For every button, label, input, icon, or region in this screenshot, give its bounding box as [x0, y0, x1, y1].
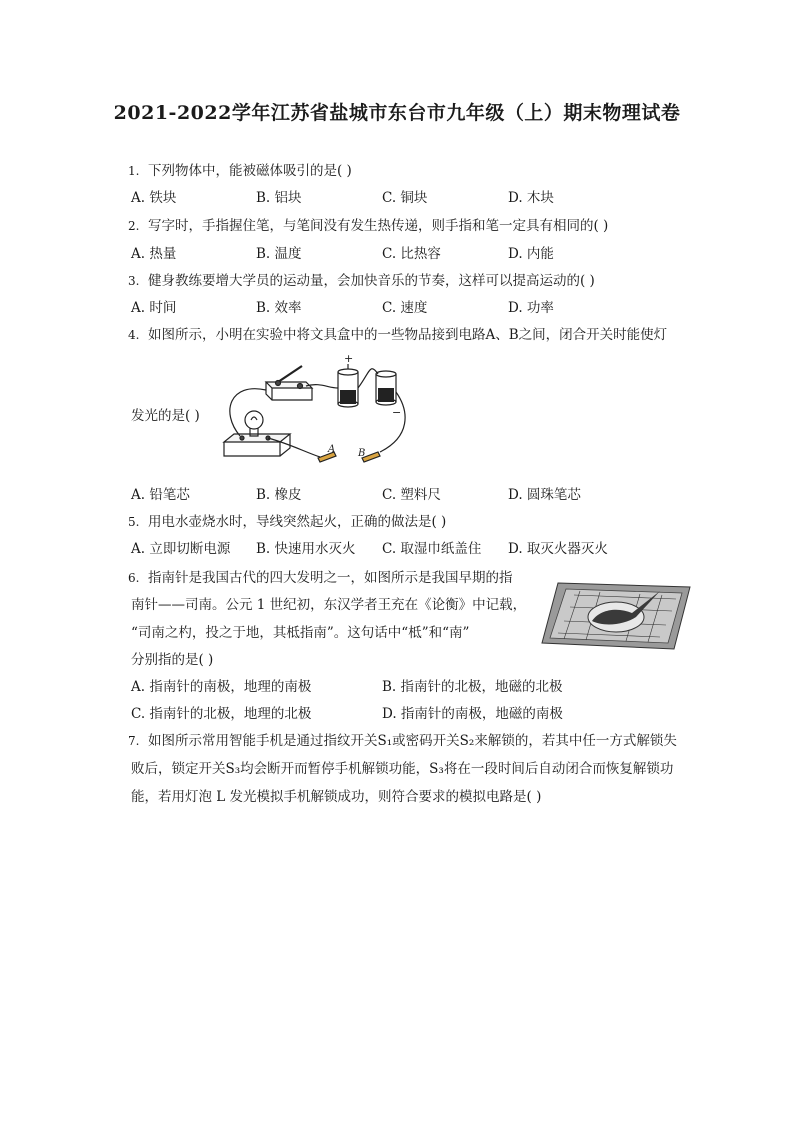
question-4-stem-continued: 发光的是( ): [131, 408, 200, 424]
circuit-figure: [210, 352, 420, 467]
question-2-stem: [128, 217, 608, 235]
option-d[interactable]: D. 功率: [508, 300, 554, 316]
question-6-line-3: “司南之杓，投之于地，其柢指南”。这句话中“柢”和“南”: [131, 625, 470, 641]
option-c[interactable]: C. 速度: [382, 300, 428, 316]
question-3-stem: [128, 272, 595, 290]
question-number: 3.: [128, 274, 140, 288]
option-d[interactable]: D. 圆珠笔芯: [508, 487, 581, 503]
option-b[interactable]: B. 快速用水灭火: [256, 541, 356, 557]
option-c[interactable]: C. 铜块: [382, 190, 428, 206]
minus-label: −: [392, 406, 402, 419]
question-6-line-2: 南针——司南。公元 1 世纪初，东汉学者王充在《论衡》中记载，: [131, 597, 527, 613]
question-text: 如图所示，小明在实验中将文具盒中的一些物品接到电路A、B之间，闭合开关时能使灯: [148, 327, 668, 343]
question-number: 7.: [128, 734, 140, 748]
question-number: 1.: [128, 164, 140, 178]
option-d[interactable]: D. 木块: [508, 190, 554, 206]
option-b[interactable]: B. 铝块: [256, 190, 302, 206]
option-d[interactable]: D. 内能: [508, 246, 554, 262]
option-d[interactable]: D. 取灭火器灭火: [508, 541, 608, 557]
option-a[interactable]: A. 立即切断电源: [131, 541, 231, 557]
question-number: 6.: [128, 571, 140, 585]
label-a: A: [328, 444, 336, 455]
question-number: 5.: [128, 515, 140, 529]
label-b: B: [358, 448, 366, 459]
question-text: 用电水壶烧水时，导线突然起火，正确的做法是( ): [148, 514, 447, 530]
question-7-line-3: 能，若用灯泡 L 发光模拟手机解锁成功，则符合要求的模拟电路是( ): [131, 789, 542, 805]
option-a[interactable]: A. 铁块: [131, 190, 177, 206]
option-d[interactable]: D. 指南针的南极，地磁的南极: [382, 706, 563, 722]
option-c[interactable]: C. 塑料尺: [382, 487, 441, 503]
question-text: 如图所示常用智能手机是通过指纹开关S₁或密码开关S₂来解锁的，若其中任一方式解锁失: [148, 733, 677, 749]
question-5-stem: [128, 513, 446, 531]
plus-label: +: [344, 352, 354, 365]
option-b[interactable]: B. 橡皮: [256, 487, 302, 503]
option-c[interactable]: C. 取湿巾纸盖住: [382, 541, 482, 557]
option-a[interactable]: A. 时间: [131, 300, 177, 316]
question-6-stem: [128, 569, 513, 587]
question-number: 2.: [128, 219, 140, 233]
question-7-line-2: 败后，锁定开关S₃均会断开而暂停手机解锁功能，S₃将在一段时间后自动闭合而恢复解锁功: [131, 761, 674, 777]
sinan-compass-figure: [540, 573, 695, 653]
option-c[interactable]: C. 比热容: [382, 246, 441, 262]
option-a[interactable]: A. 铅笔芯: [131, 487, 190, 503]
question-4-stem: [128, 326, 667, 344]
option-a[interactable]: A. 热量: [131, 246, 177, 262]
question-7-stem: [128, 732, 677, 750]
question-text: 写字时，手指握住笔，与笔间没有发生热传递，则手指和笔一定具有相同的( ): [148, 218, 609, 234]
question-6-line-4: 分别指的是( ): [131, 652, 214, 668]
option-c[interactable]: C. 指南针的北极，地理的北极: [131, 706, 312, 722]
question-text: 下列物体中，能被磁体吸引的是( ): [148, 163, 352, 179]
question-text: 健身教练要增大学员的运动量，会加快音乐的节奏，这样可以提高运动的( ): [148, 273, 595, 289]
option-a[interactable]: A. 指南针的南极，地理的南极: [131, 679, 312, 695]
exam-title: 2021-2022学年江苏省盐城市东台市九年级（上）期末物理试卷: [113, 102, 681, 124]
question-text: 指南针是我国古代的四大发明之一，如图所示是我国早期的指: [148, 570, 513, 586]
question-number: 4.: [128, 328, 140, 342]
option-b[interactable]: B. 温度: [256, 246, 302, 262]
option-b[interactable]: B. 效率: [256, 300, 302, 316]
option-b[interactable]: B. 指南针的北极，地磁的北极: [382, 679, 563, 695]
question-1-stem: [128, 162, 352, 180]
